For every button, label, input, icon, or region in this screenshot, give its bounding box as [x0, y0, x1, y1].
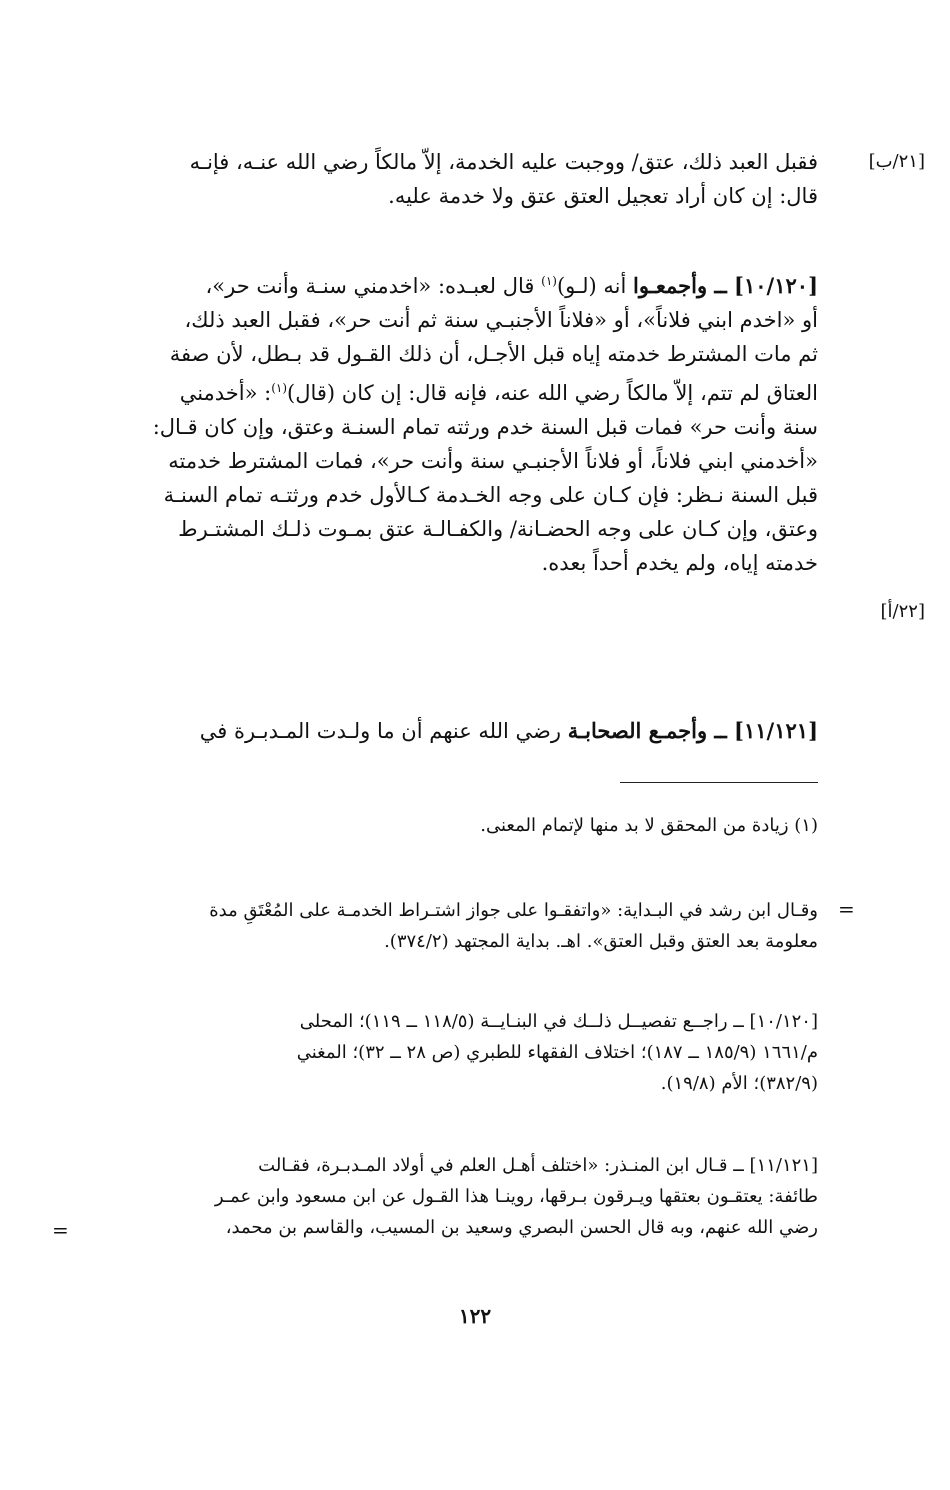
footnote-block-3 — [78, 1150, 818, 1243]
text-line: ثم مات المشترط خدمته إياه قبل الأجـل، أن ذلك القـول قد بـطل، لأن صفة — [169, 342, 818, 366]
footnote-text: [١٠/١٢٠] ــ راجــع تفصيــل ذلــك في البنـايــة (١١٨/٥ ــ ١١٩)؛ المحلى — [299, 1011, 818, 1032]
text-line: خدمته إياه، ولم يخدم أحداً بعده. — [541, 551, 818, 575]
footnote-block-1 — [78, 895, 818, 957]
section-keyword: وأجمعـوا — [633, 273, 708, 298]
text-line: «أخدمني ابني فلاناً، أو فلاناً الأجنبـي سنة وأنت حر»، فمات المشترط خدمته — [168, 449, 818, 473]
text-line: أو «اخدم ابني فلاناً»، أو «فلاناً الأجنبـي سنة ثم أنت حر»، فقبل العبد ذلك، — [184, 308, 818, 332]
text-line: فقبل العبد ذلك، عتق/ ووجبت عليه الخدمة، إلاّ مالكاً رضي الله عنـه، فإنـه — [189, 150, 818, 174]
footnote-text: (٣٨٢/٩)؛ الأم (١٩/٨). — [660, 1073, 818, 1094]
footnote-text: (١) زيادة من المحقق لا بد منها لإتمام المعنى. — [480, 815, 818, 836]
text-line: وعتق، وإن كـان على وجه الحضـانة/ والكفـالـة عتق بمـوت ذلـك المشتـرط — [178, 517, 818, 541]
footnote-1 — [78, 810, 818, 841]
margin-folio-note: [٢٢/أ] — [880, 601, 925, 622]
text-span: أنه (لـو) — [556, 274, 634, 298]
text-line: قال: إن كان أراد تعجيل العتق عتق ولا خدمة عليه. — [388, 184, 818, 208]
dash: ــ — [707, 273, 735, 298]
margin-folio-note: [٢١/ب] — [868, 151, 925, 172]
text-line — [78, 714, 818, 748]
footnote-text: م/١٦٦١ (١٨٥/٩ ــ ١٨٧)؛ اختلاف الفقهاء للطبري (ص ٢٨ ــ ٣٢)؛ المغني — [296, 1042, 818, 1063]
footnote-marker: (١) — [271, 381, 288, 395]
continuation-mark: = — [838, 897, 855, 921]
text-line: قبل السنة نـظر: فإن كـان على وجه الخـدمة كـالأول خدم ورثتـه تمام السنـة — [163, 483, 818, 507]
text-line — [78, 264, 818, 303]
section-keyword: وأجمـع الصحابـة — [567, 718, 708, 743]
continuation-mark: = — [52, 1218, 69, 1242]
text-span: : «أخدمني — [179, 381, 272, 405]
page-number: ١٢٢ — [458, 1304, 492, 1328]
text-line — [78, 371, 818, 410]
paragraph-1 — [78, 145, 818, 213]
text-span: رضي الله عنهم أن ما ولـدت المـدبـرة في — [199, 719, 568, 743]
footnote-text: رضي الله عنهم، وبه قال الحسن البصري وسعيد بن المسيب، والقاسم بن محمد، — [225, 1217, 818, 1238]
section-ref: [١٠/١٢٠] — [734, 273, 818, 298]
footnote-separator — [620, 782, 818, 783]
footnote-text: وقـال ابن رشد في البـداية: «واتفقـوا على جواز اشتـراط الخدمـة على المُعْتَقِ مدة — [209, 900, 818, 921]
footnote-text: معلومة بعد العتق وقبل العتق». اهـ. بداية المجتهد (٣٧٤/٢). — [384, 931, 818, 952]
dash: ــ — [707, 718, 735, 743]
paragraph-2 — [78, 264, 818, 580]
text-span: العتاق لم تتم، إلاّ مالكاً رضي الله عنه، فإنه قال: إن كان (قال) — [287, 381, 818, 405]
footnote-text: طائفة: يعتقـون بعتقها ويـرقون بـرقها، روينـا هذا القـول عن ابن مسعود وابن عمـر — [214, 1186, 818, 1207]
footnote-marker: (١) — [541, 274, 557, 288]
footnote-block-2 — [78, 1006, 818, 1099]
footnote-text: [١١/١٢١] ــ قـال ابن المنـذر: «اختلف أهـل العلم في أولاد المـدبـرة، فقـالت — [258, 1155, 818, 1176]
paragraph-3 — [78, 714, 818, 748]
section-ref: [١١/١٢١] — [734, 718, 818, 743]
text-span: قال لعبـده: «اخدمني سنـة وأنت حر»، — [205, 274, 542, 298]
text-line: سنة وأنت حر» فمات قبل السنة خدم ورثته تمام السنـة وعتق، وإن كان قـال: — [152, 415, 818, 439]
